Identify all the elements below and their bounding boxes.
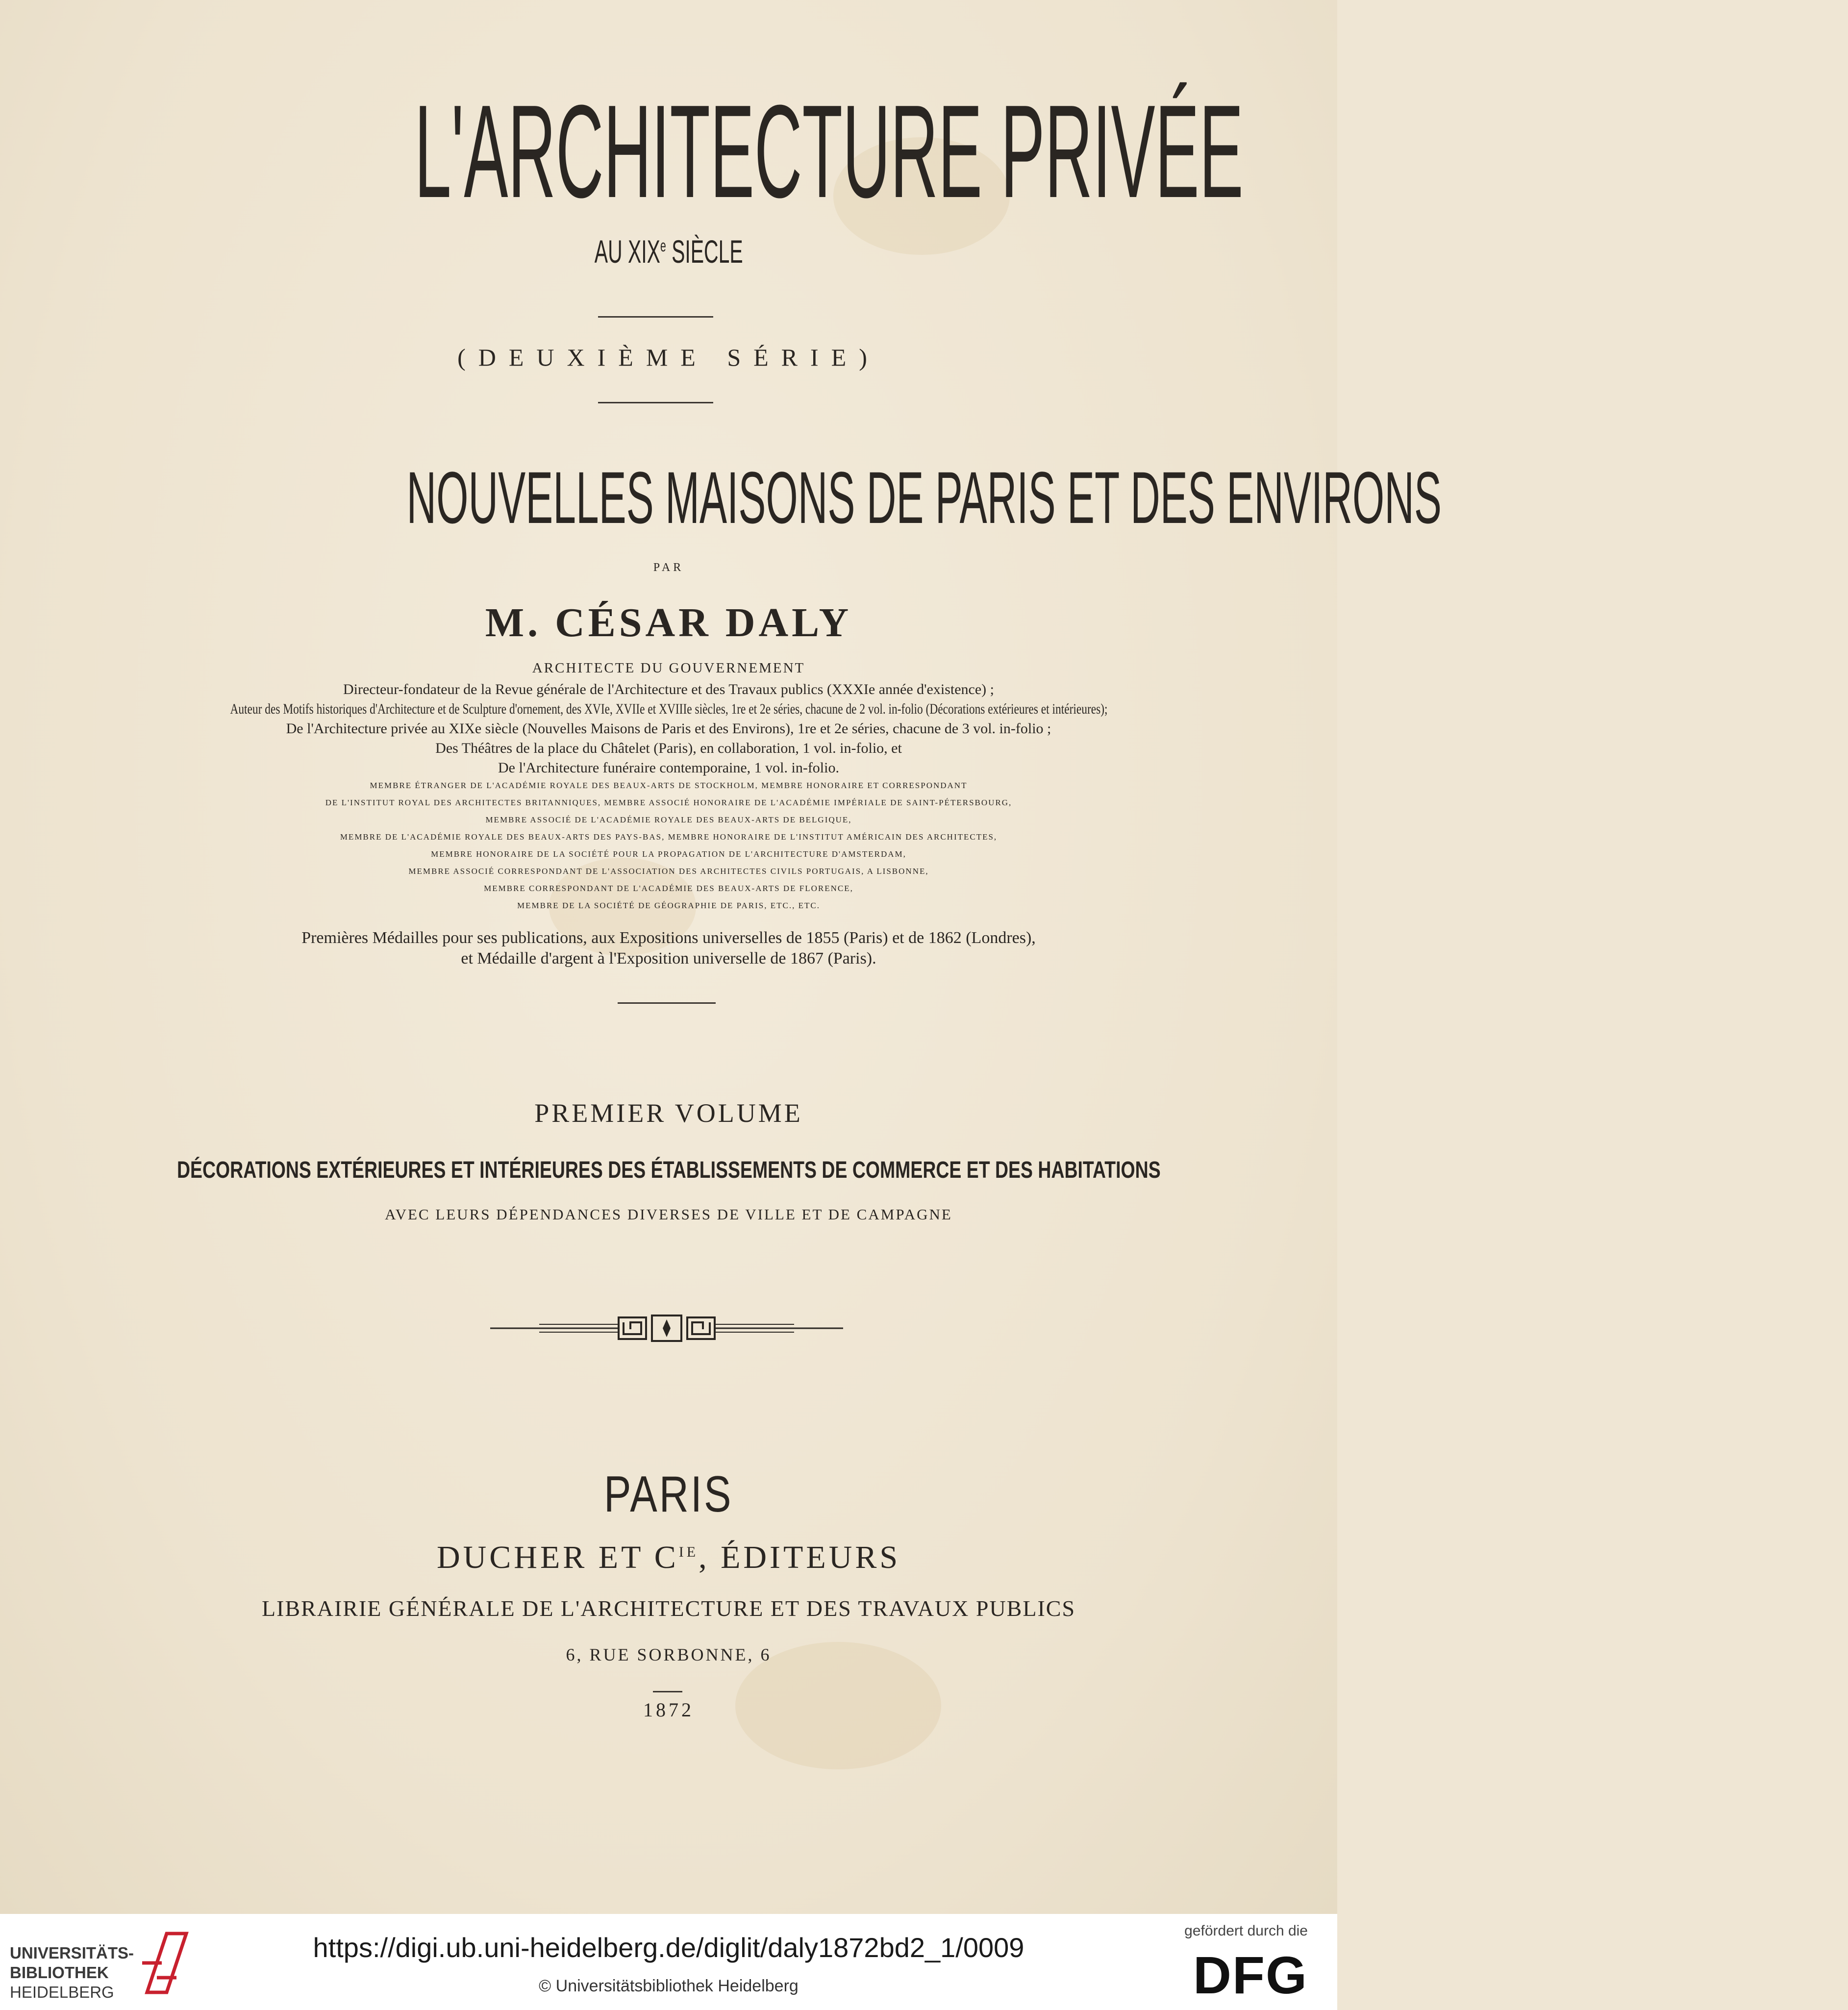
library-name-line1: UNIVERSITÄTS- <box>10 1944 134 1962</box>
credit-line: Auteur des Motifs historiques d'Architecture et de Sculpture d'ornement, des XVIe, XVIIe et XVIIIe siècles, 1re et 2e séries, chacune de 2 vol. in-folio (Décorations extérieures et intérieures); <box>229 701 1108 717</box>
series-label: (DEUXIÈME SÉRIE) <box>457 344 880 371</box>
viewer-footer <box>0 1914 1337 2010</box>
greek-key-right <box>687 1317 715 1339</box>
divider-rule <box>653 1691 682 1692</box>
permalink-url[interactable]: https://digi.ub.uni-heidelberg.de/diglit/daly1872bd2_1/0009 <box>313 1932 1024 1963</box>
ornament-divider <box>490 1309 843 1348</box>
medal-line: Premières Médailles pour ses publications, aux Expositions universelles de 1855 (Paris) et de 1862 (Londres), <box>301 929 1036 947</box>
library-name-line2: BIBLIOTHEK <box>10 1963 109 1982</box>
divider-rule <box>598 402 713 403</box>
membership-line: MEMBRE DE LA SOCIÉTÉ DE GÉOGRAPHIE DE PARIS, ETC., ETC. <box>517 901 820 910</box>
main-title-text: L'ARCHITECTURE PRIVÉE <box>414 78 1244 225</box>
author-name: M. CÉSAR DALY <box>485 600 852 645</box>
greek-key-left <box>619 1317 646 1339</box>
ornament-center-diamond <box>663 1319 671 1337</box>
membership-line: MEMBRE HONORAIRE DE LA SOCIÉTÉ POUR LA PROPAGATION DE L'ARCHITECTURE D'AMSTERDAM, <box>431 849 906 859</box>
credit-line: Des Théâtres de la place du Châtelet (Paris), en collaboration, 1 vol. in-folio, et <box>435 740 902 756</box>
membership-line: MEMBRE CORRESPONDANT DE L'ACADÉMIE DES BEAUX-ARTS DE FLORENCE, <box>484 884 853 893</box>
century-superscript: e <box>660 237 666 255</box>
credit-line: De l'Architecture privée au XIXe siècle (Nouvelles Maisons de Paris et des Environs), 1re et 2e séries, chacune de 3 vol. in-folio ; <box>286 720 1051 737</box>
main-title <box>0 78 1337 225</box>
library-name-line3: HEIDELBERG <box>10 1983 114 2001</box>
volume-heading: DÉCORATIONS EXTÉRIEURES ET INTÉRIEURES DES ÉTABLISSEMENTS DE COMMERCE ET DES HABITATIONS <box>176 1157 1161 1183</box>
medal-line: et Médaille d'argent à l'Exposition universelle de 1867 (Paris). <box>461 949 876 968</box>
membership-line: MEMBRE ASSOCIÉ CORRESPONDANT DE L'ASSOCIATION DES ARCHITECTES CIVILS PORTUGAIS, A LISBONNE, <box>408 867 929 876</box>
divider-rule <box>618 1002 716 1004</box>
volume-label: PREMIER VOLUME <box>534 1098 803 1128</box>
century-prefix: AU XIX <box>594 233 660 270</box>
imprint-library: LIBRAIRIE GÉNÉRALE DE L'ARCHITECTURE ET DES TRAVAUX PUBLICS <box>261 1596 1076 1621</box>
membership-line: MEMBRE ASSOCIÉ DE L'ACADÉMIE ROYALE DES BEAUX-ARTS DE BELGIQUE, <box>485 815 852 824</box>
imprint-address: 6, RUE SORBONNE, 6 <box>566 1645 772 1664</box>
par-label: PAR <box>653 561 684 574</box>
funding-caption: gefördert durch die <box>1184 1923 1308 1939</box>
century-suffix: SIÈCLE <box>666 233 743 270</box>
membership-line: MEMBRE DE L'ACADÉMIE ROYALE DES BEAUX-ARTS DES PAYS-BAS, MEMBRE HONORAIRE DE L'INSTITUT AMÉRICAIN DES ARCHITECTES, <box>340 832 998 842</box>
century-line <box>0 233 1337 271</box>
copyright-notice: © Universitätsbibliothek Heidelberg <box>539 1977 799 1995</box>
membership-line: DE L'INSTITUT ROYAL DES ARCHITECTES BRITANNIQUES, MEMBRE ASSOCIÉ HONORAIRE DE L'ACADÉMIE IMPÉRIALE DE SAINT-PÉTERSBOURG, <box>325 798 1012 807</box>
volume-subheading: AVEC LEURS DÉPENDANCES DIVERSES DE VILLE ET DE CAMPAGNE <box>385 1206 952 1223</box>
imprint-city: PARIS <box>604 1466 733 1523</box>
imprint-year: 1872 <box>643 1699 694 1721</box>
credit-line: De l'Architecture funéraire contemporaine, 1 vol. in-folio. <box>498 760 839 776</box>
membership-line: MEMBRE ÉTRANGER DE L'ACADÉMIE ROYALE DES BEAUX-ARTS DE STOCKHOLM, MEMBRE HONORAIRE ET CORRESPONDANT <box>370 781 968 790</box>
dfg-logo[interactable]: DFG <box>1193 1945 1308 2005</box>
subtitle <box>0 456 1442 539</box>
subtitle-text: NOUVELLES MAISONS DE PARIS ET DES ENVIRONS <box>406 456 1442 539</box>
divider-rule <box>598 316 713 318</box>
credit-line: Directeur-fondateur de la Revue générale de l'Architecture et des Travaux publics (XXXIe année d'existence) ; <box>343 681 994 697</box>
imprint-publisher: DUCHER ET $C^{IE}$, ÉDITEURS <box>436 1539 901 1575</box>
author-role: ARCHITECTE DU GOUVERNEMENT <box>532 660 805 676</box>
